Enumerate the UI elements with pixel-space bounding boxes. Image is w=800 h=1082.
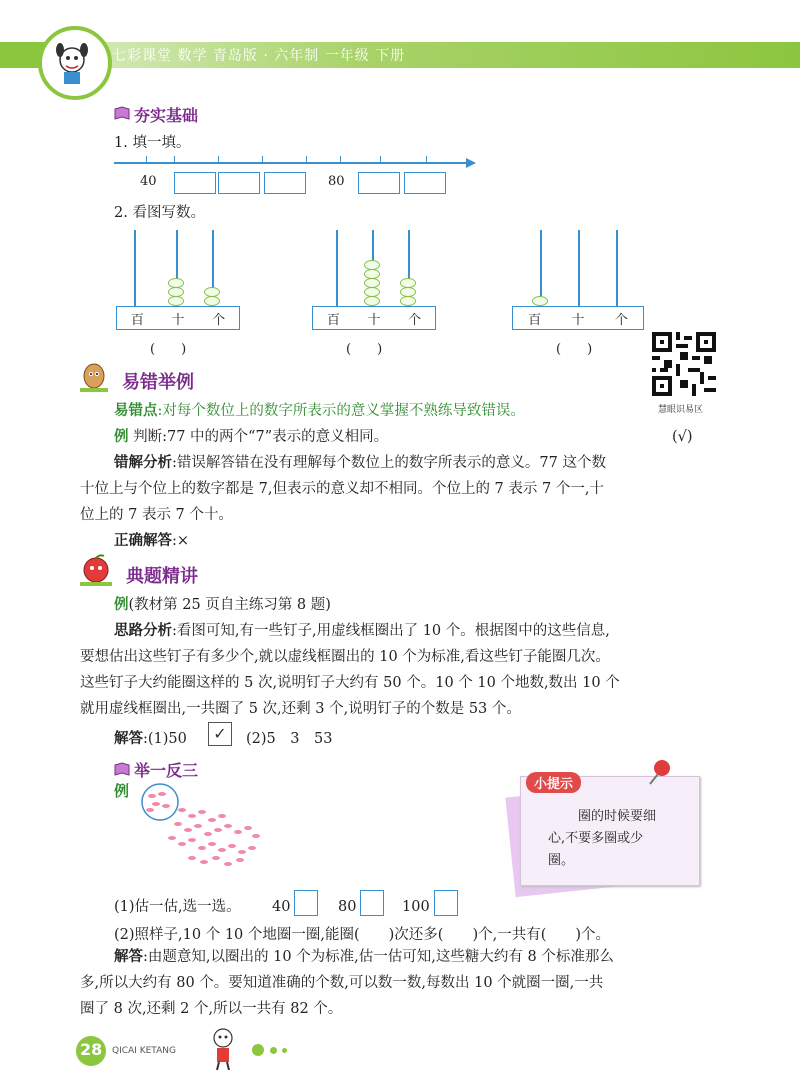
mistake-example: 例 判断:77 中的两个“7”表示的意义相同。 [114, 429, 389, 445]
number-line-ticks [114, 156, 474, 164]
typical-answer-part2: (2)5 3 53 [246, 731, 333, 747]
header-bar [0, 42, 800, 68]
tip-note [506, 770, 702, 890]
numberline-box-3[interactable] [264, 172, 306, 194]
mascot-mistake-icon [76, 362, 112, 394]
mistake-example-mark: (√) [672, 429, 693, 445]
tip-line-2: 心,不要多圈或少 [548, 831, 644, 846]
practice-solution-3: 圈了 8 次,还剩 2 个,所以一共有 82 个。 [80, 1001, 343, 1017]
answer-paren-3[interactable]: ( ) [556, 342, 593, 357]
footer-mascot-icon [206, 1026, 240, 1072]
answer-check-box[interactable]: ✓ [208, 722, 232, 746]
heading-mistake: 易错举例 [122, 372, 194, 393]
practice-solution: 解答:由题意知,以圈出的 10 个为标准,估一估可知,这些糖大约有 8 个标准那么 [114, 949, 614, 965]
footer-brand: QICAI KETANG [112, 1046, 176, 1056]
mistake-analysis-2: 十位上与个位上的数字都是 7,但表示的意义却不相同。个位上的 7 表示 7 个一,十 [80, 481, 604, 497]
candy-cluster-image [132, 780, 272, 880]
pushpin-icon [644, 758, 674, 788]
heading-typical: 典题精讲 [126, 566, 198, 587]
practice-q1: (1)估一估,选一选。 [114, 899, 241, 915]
numberline-box-5[interactable] [404, 172, 446, 194]
mistake-analysis-3: 位上的 7 表示 7 个十。 [80, 507, 233, 523]
choice-80-box[interactable] [360, 890, 384, 916]
tip-line-1: 圈的时候要细 [578, 809, 657, 824]
book-icon [114, 762, 130, 776]
page-number: 28 [80, 1040, 103, 1059]
practice-solution-2: 多,所以大约有 80 个。要知道准确的个数,可以数一数,每数出 10 个就圈一圈,一共 [80, 975, 604, 991]
numberline-label-80: 80 [328, 174, 345, 189]
choice-100-label: 100 [402, 899, 430, 915]
q2-title: 2. 看图写数。 [114, 205, 205, 221]
mascot-apple-icon [76, 554, 116, 590]
choice-40-label: 40 [272, 899, 291, 915]
numberline-box-1[interactable] [174, 172, 216, 194]
typical-thinking: 思路分析:看图可知,有一些钉子,用虚线框圈出了 10 个。根据图中的这些信息, [114, 623, 610, 639]
typical-answer: 解答:(1)50 [114, 731, 187, 747]
choice-40-box[interactable] [294, 890, 318, 916]
choice-100-box[interactable] [434, 890, 458, 916]
qr-caption: 慧眼识易区 [658, 405, 704, 415]
choice-80-label: 80 [338, 899, 357, 915]
numberline-label-40: 40 [140, 174, 157, 189]
mascot-logo [38, 26, 112, 100]
qr-code[interactable] [652, 332, 716, 396]
typical-example: 例(教材第 25 页自主练习第 8 题) [114, 597, 331, 613]
practice-q2: (2)照样子,10 个 10 个地圈一圈,能圈( )次还多( )个,一共有( )个。 [114, 927, 611, 943]
mistake-point: 易错点:对每个数位上的数字所表示的意义掌握不熟练导致错误。 [114, 403, 525, 419]
typical-line-4: 就用虚线框圈出,一共圈了 5 次,还剩 3 个,说明钉子的个数是 53 个。 [80, 701, 521, 717]
typical-line-3: 这些钉子大约能圈这样的 5 次,说明钉子大约有 50 个。10 个 10 个地数,数出 10 个 [80, 675, 620, 691]
tip-title: 小提示 [526, 772, 581, 793]
mistake-analysis: 错解分析:错误解答错在没有理解每个数位上的数字所表示的意义。77 这个数 [114, 455, 606, 471]
mistake-correct: 正确解答:× [114, 533, 190, 549]
typical-line-2: 要想估出这些钉子有多少个,就以虚线框圈出的 10 个为标准,看这些钉子能圈几次。 [80, 649, 610, 665]
answer-paren-1[interactable]: ( ) [150, 342, 187, 357]
q1-title: 1. 填一填。 [114, 135, 191, 151]
header-title: 七彩课堂 数学 青岛版 · 六年制 一年级 下册 [112, 48, 406, 64]
answer-paren-2[interactable]: ( ) [346, 342, 383, 357]
numberline-box-4[interactable] [358, 172, 400, 194]
practice-example-label: 例 [114, 782, 130, 800]
heading-practice: 举一反三 [134, 761, 199, 780]
numberline-box-2[interactable] [218, 172, 260, 194]
book-icon [114, 106, 130, 120]
heading-foundation: 夯实基础 [134, 106, 199, 125]
tip-line-3: 圈。 [548, 853, 575, 868]
